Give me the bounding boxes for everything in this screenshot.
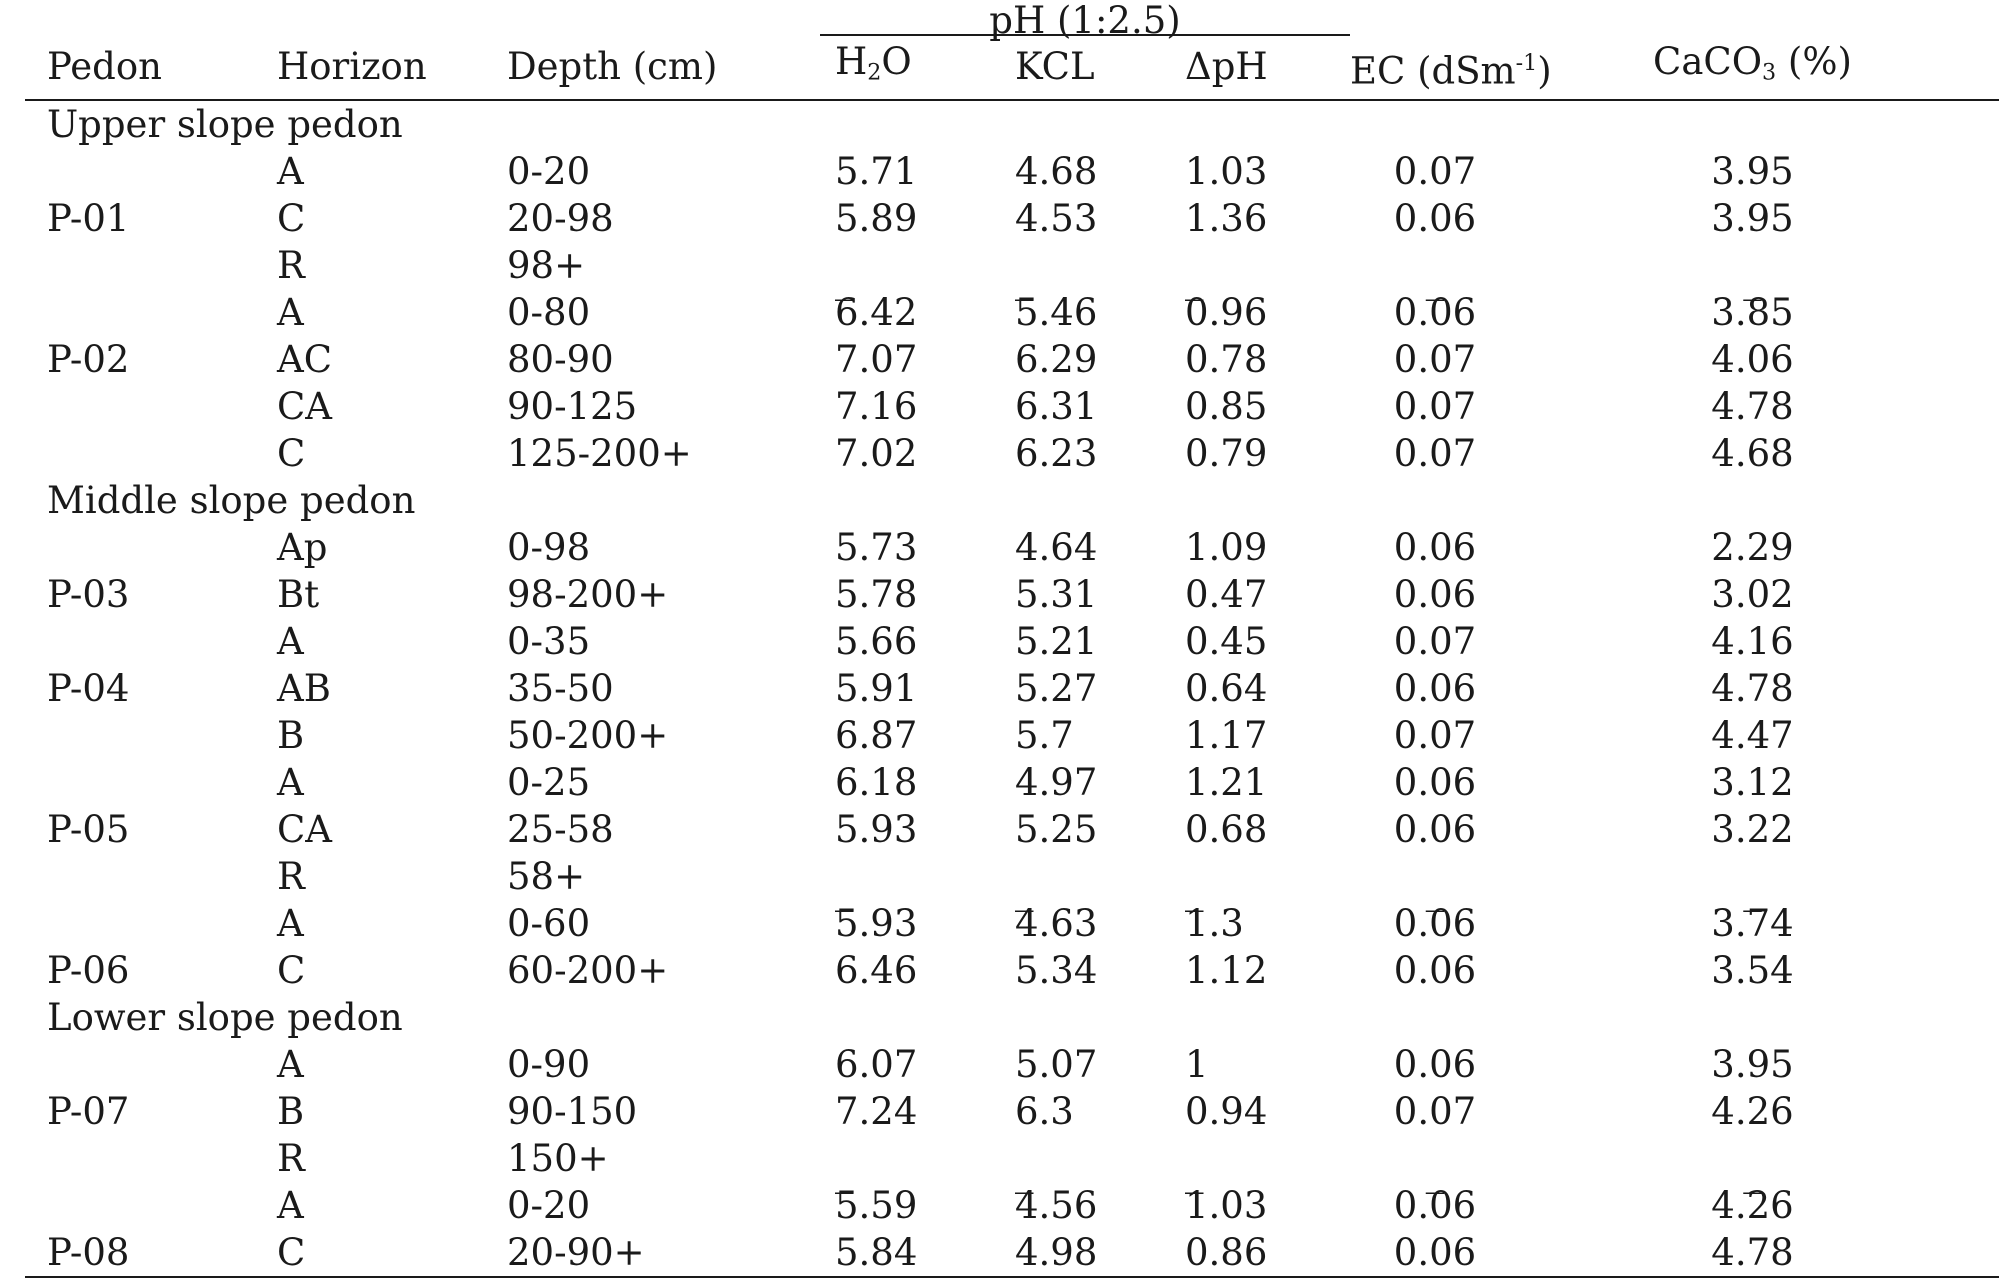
table-row bbox=[25, 242, 1999, 289]
cell-delta-ph: 0.86 bbox=[1170, 1229, 1350, 1277]
cell-ec: 0.06 bbox=[1393, 196, 1477, 240]
header-spacer bbox=[25, 0, 255, 35]
cell-delta-ph: 0.45 bbox=[1185, 619, 1268, 663]
cell-delta-ph: 0.78 bbox=[1185, 337, 1268, 381]
cell-ph-kcl: 5.21 bbox=[1015, 619, 1098, 663]
cell-horizon: B bbox=[277, 1089, 305, 1133]
cell-pedon: P-02 bbox=[47, 337, 130, 381]
cell-caco3: 3.74 bbox=[1711, 901, 1794, 945]
table-row bbox=[25, 853, 1999, 900]
cell-depth: 98-200+ bbox=[507, 572, 669, 616]
cell-horizon: Bt bbox=[277, 572, 320, 616]
missing-value-dash: _ bbox=[1015, 1150, 1034, 1194]
cell-ph-kcl bbox=[1000, 1135, 1170, 1194]
missing-value-dash: _ bbox=[835, 868, 854, 912]
ph-group-header bbox=[820, 0, 1350, 42]
table-row bbox=[25, 1041, 1999, 1088]
cell-ec: 0.06 bbox=[1393, 807, 1477, 851]
table-row bbox=[25, 571, 1999, 618]
cell-delta-ph: 1.03 bbox=[1185, 149, 1268, 193]
cell-ph-kcl: 6.29 bbox=[1015, 337, 1098, 381]
header-caco3-sub: 3 bbox=[1762, 59, 1777, 86]
missing-value-dash: _ bbox=[835, 1150, 854, 1194]
table-row bbox=[25, 336, 1999, 383]
cell-pedon: P-05 bbox=[47, 807, 130, 851]
cell-depth: 20-98 bbox=[507, 196, 614, 240]
section-row bbox=[25, 994, 1999, 1041]
cell-ph-h2o: 5.93 bbox=[835, 807, 918, 851]
missing-value-dash: _ bbox=[1425, 257, 1445, 301]
cell-delta-ph: 1.21 bbox=[1185, 760, 1268, 804]
header-h2o bbox=[820, 35, 1000, 100]
cell-horizon: AC bbox=[277, 337, 333, 381]
cell-ph-h2o: 5.73 bbox=[835, 525, 918, 569]
cell-delta-ph: 1.3 bbox=[1185, 901, 1244, 945]
cell-ec: 0.07 bbox=[1393, 149, 1477, 193]
cell-pedon bbox=[25, 430, 255, 477]
cell-horizon: A bbox=[277, 149, 304, 193]
cell-pedon bbox=[25, 289, 255, 336]
cell-ph-h2o: 5.93 bbox=[835, 901, 918, 945]
header-group-row bbox=[25, 0, 1999, 35]
header-spacer bbox=[1580, 0, 1999, 35]
cell-depth: 20-90+ bbox=[485, 1229, 820, 1277]
cell-pedon bbox=[25, 1041, 255, 1088]
cell-caco3: 4.26 bbox=[1711, 1183, 1794, 1227]
table-row bbox=[25, 759, 1999, 806]
cell-ph-kcl: 5.34 bbox=[1015, 948, 1098, 992]
cell-depth: 0-20 bbox=[507, 1183, 591, 1227]
cell-delta-ph: 1.03 bbox=[1185, 1183, 1268, 1227]
cell-ph-h2o: 7.02 bbox=[835, 431, 918, 475]
cell-depth: 0-98 bbox=[507, 525, 591, 569]
cell-ph-kcl: 6.31 bbox=[1015, 384, 1098, 428]
cell-delta-ph bbox=[1170, 242, 1350, 301]
cell-horizon: A bbox=[277, 619, 304, 663]
cell-pedon bbox=[25, 148, 255, 195]
header-pedon: Pedon bbox=[25, 35, 255, 100]
cell-horizon: CA bbox=[277, 807, 333, 851]
cell-horizon: C bbox=[277, 196, 306, 240]
table-row bbox=[25, 900, 1999, 947]
cell-ph-kcl: 5.27 bbox=[1015, 666, 1098, 710]
table-row bbox=[25, 806, 1999, 853]
cell-horizon: CA bbox=[277, 384, 333, 428]
cell-ph-kcl: 5.07 bbox=[1015, 1042, 1098, 1086]
cell-ec: 0.07 bbox=[1393, 1089, 1477, 1133]
table-row bbox=[25, 289, 1999, 336]
cell-pedon bbox=[25, 618, 255, 665]
missing-value-dash: _ bbox=[1743, 1150, 1762, 1194]
cell-ec: 0.07 bbox=[1393, 384, 1477, 428]
cell-ph-kcl: 4.53 bbox=[1015, 196, 1098, 240]
cell-delta-ph bbox=[1170, 1135, 1350, 1194]
cell-pedon bbox=[25, 242, 255, 289]
cell-depth: 25-58 bbox=[507, 807, 614, 851]
cell-depth: 0-35 bbox=[507, 619, 591, 663]
cell-horizon: R bbox=[277, 854, 305, 898]
cell-ph-h2o: 7.16 bbox=[835, 384, 918, 428]
cell-pedon bbox=[25, 383, 255, 430]
cell-depth: 0-90 bbox=[507, 1042, 591, 1086]
cell-depth: 0-60 bbox=[507, 901, 591, 945]
cell-ph-kcl: 4.64 bbox=[1015, 525, 1098, 569]
cell-ph-h2o: 5.71 bbox=[835, 149, 918, 193]
header-caco3-end: (%) bbox=[1776, 39, 1852, 83]
table-row bbox=[25, 195, 1999, 242]
cell-ec: 0.06 bbox=[1393, 666, 1477, 710]
table-row bbox=[25, 148, 1999, 195]
missing-value-dash: _ bbox=[1185, 257, 1204, 301]
cell-caco3: 3.95 bbox=[1711, 1042, 1794, 1086]
cell-ph-h2o: 5.59 bbox=[835, 1183, 918, 1227]
table-header bbox=[25, 0, 1999, 100]
cell-caco3: 3.95 bbox=[1711, 196, 1794, 240]
cell-horizon: A bbox=[277, 1183, 304, 1227]
cell-delta-ph: 0.47 bbox=[1185, 572, 1268, 616]
cell-ec: 0.06 bbox=[1393, 948, 1477, 992]
header-horizon: Horizon bbox=[255, 35, 485, 100]
section-label: Middle slope pedon bbox=[47, 478, 416, 522]
table-row bbox=[25, 430, 1999, 477]
cell-ec bbox=[1350, 853, 1580, 912]
cell-horizon: R bbox=[277, 1136, 305, 1180]
cell-ec: 0.06 bbox=[1393, 901, 1477, 945]
cell-caco3: 4.47 bbox=[1711, 713, 1794, 757]
cell-pedon bbox=[25, 853, 255, 900]
header-ec-sup: -1 bbox=[1515, 49, 1538, 76]
cell-ec: 0.06 bbox=[1393, 1042, 1477, 1086]
cell-horizon: AB bbox=[277, 666, 331, 710]
header-spacer bbox=[255, 0, 485, 35]
cell-depth: 58+ bbox=[507, 854, 586, 898]
cell-pedon bbox=[25, 712, 255, 759]
header-ec-end: ) bbox=[1537, 48, 1552, 92]
cell-depth: 0-20 bbox=[507, 149, 591, 193]
table-body bbox=[25, 100, 1999, 1277]
cell-horizon: C bbox=[255, 1229, 485, 1277]
table-row bbox=[25, 1088, 1999, 1135]
missing-value-dash: _ bbox=[1743, 257, 1762, 301]
cell-ph-h2o: 5.66 bbox=[835, 619, 918, 663]
table-row bbox=[25, 618, 1999, 665]
cell-ph-kcl: 4.68 bbox=[1015, 149, 1098, 193]
cell-ph-kcl: 5.46 bbox=[1015, 290, 1098, 334]
cell-ph-h2o: 5.89 bbox=[835, 196, 918, 240]
table-row bbox=[25, 1182, 1999, 1229]
header-spacer bbox=[1350, 0, 1580, 35]
cell-caco3: 3.85 bbox=[1711, 290, 1794, 334]
cell-caco3: 4.06 bbox=[1711, 337, 1794, 381]
cell-caco3: 3.02 bbox=[1711, 572, 1794, 616]
cell-ph-kcl: 4.97 bbox=[1015, 760, 1098, 804]
cell-caco3: 4.78 bbox=[1580, 1229, 1999, 1277]
soil-properties-table bbox=[25, 0, 1999, 1278]
cell-ph-h2o bbox=[820, 1135, 1000, 1194]
cell-delta-ph: 0.64 bbox=[1185, 666, 1268, 710]
header-caco3-main: CaCO bbox=[1653, 39, 1763, 83]
cell-ec: 0.06 bbox=[1350, 1229, 1580, 1277]
cell-pedon bbox=[25, 1182, 255, 1229]
cell-delta-ph: 1.36 bbox=[1185, 196, 1268, 240]
cell-depth: 90-150 bbox=[507, 1089, 638, 1133]
cell-horizon: Ap bbox=[277, 525, 328, 569]
cell-pedon bbox=[25, 759, 255, 806]
cell-delta-ph: 0.85 bbox=[1185, 384, 1268, 428]
header-dph: ΔpH bbox=[1170, 35, 1350, 100]
cell-pedon: P-06 bbox=[47, 948, 130, 992]
cell-caco3: 3.22 bbox=[1711, 807, 1794, 851]
header-h2o-end: O bbox=[881, 40, 912, 83]
cell-depth: 80-90 bbox=[507, 337, 614, 381]
cell-delta-ph: 0.94 bbox=[1185, 1089, 1268, 1133]
cell-depth: 50-200+ bbox=[507, 713, 669, 757]
missing-value-dash: _ bbox=[1185, 1150, 1204, 1194]
cell-depth: 35-50 bbox=[507, 666, 614, 710]
cell-caco3: 4.78 bbox=[1711, 666, 1794, 710]
cell-ph-kcl: 5.25 bbox=[1015, 807, 1098, 851]
cell-ph-kcl: 6.23 bbox=[1015, 431, 1098, 475]
cell-caco3: 2.29 bbox=[1711, 525, 1794, 569]
cell-depth: 90-125 bbox=[507, 384, 638, 428]
cell-caco3: 4.68 bbox=[1711, 431, 1794, 475]
ph-group-label: pH (1:2.5) bbox=[989, 0, 1181, 42]
cell-ec: 0.06 bbox=[1393, 760, 1477, 804]
cell-depth: 0-25 bbox=[507, 760, 591, 804]
cell-horizon: A bbox=[277, 760, 304, 804]
cell-pedon: P-08 bbox=[25, 1229, 255, 1277]
header-ec-main: EC (dSm bbox=[1350, 48, 1516, 92]
cell-caco3 bbox=[1580, 853, 1999, 912]
cell-ph-kcl bbox=[1000, 242, 1170, 301]
cell-ec: 0.07 bbox=[1393, 337, 1477, 381]
cell-ph-h2o: 6.87 bbox=[835, 713, 918, 757]
cell-pedon bbox=[25, 524, 255, 571]
section-row bbox=[25, 100, 1999, 148]
cell-depth: 98+ bbox=[507, 243, 586, 287]
section-label: Lower slope pedon bbox=[47, 995, 403, 1039]
header-spacer bbox=[485, 0, 820, 35]
table-row bbox=[25, 1135, 1999, 1182]
cell-caco3: 4.16 bbox=[1711, 619, 1794, 663]
cell-ph-h2o: 6.46 bbox=[835, 948, 918, 992]
missing-value-dash: _ bbox=[1015, 868, 1034, 912]
header-kcl: KCL bbox=[1000, 35, 1170, 100]
missing-value-dash: _ bbox=[1425, 868, 1445, 912]
header-caco3 bbox=[1580, 35, 1999, 100]
cell-delta-ph: 1 bbox=[1185, 1042, 1209, 1086]
cell-caco3 bbox=[1580, 1135, 1999, 1194]
cell-caco3: 3.95 bbox=[1711, 149, 1794, 193]
cell-ph-h2o: 5.91 bbox=[835, 666, 918, 710]
cell-ec: 0.06 bbox=[1393, 525, 1477, 569]
header-h2o-sub: 2 bbox=[867, 59, 882, 86]
cell-delta-ph: 0.96 bbox=[1185, 290, 1268, 334]
cell-horizon: B bbox=[277, 713, 305, 757]
cell-ec bbox=[1350, 1135, 1580, 1194]
cell-delta-ph: 1.17 bbox=[1185, 713, 1268, 757]
cell-ph-h2o bbox=[820, 853, 1000, 912]
cell-delta-ph: 1.12 bbox=[1185, 948, 1268, 992]
cell-ec bbox=[1350, 242, 1580, 301]
cell-pedon bbox=[25, 1135, 255, 1182]
table-row bbox=[25, 947, 1999, 994]
cell-ph-kcl: 5.7 bbox=[1015, 713, 1074, 757]
missing-value-dash: _ bbox=[1743, 868, 1762, 912]
section-row bbox=[25, 477, 1999, 524]
cell-caco3: 4.78 bbox=[1711, 384, 1794, 428]
cell-ec: 0.06 bbox=[1393, 290, 1477, 334]
cell-delta-ph: 1.09 bbox=[1185, 525, 1268, 569]
header-column-row bbox=[25, 35, 1999, 100]
header-depth: Depth (cm) bbox=[485, 35, 820, 100]
cell-delta-ph: 0.68 bbox=[1185, 807, 1268, 851]
cell-ph-h2o: 6.18 bbox=[835, 760, 918, 804]
cell-ph-h2o: 6.42 bbox=[835, 290, 918, 334]
missing-value-dash: _ bbox=[835, 257, 854, 301]
cell-ph-h2o bbox=[820, 242, 1000, 301]
header-ec bbox=[1350, 35, 1580, 100]
cell-caco3 bbox=[1580, 242, 1999, 301]
cell-horizon: C bbox=[277, 948, 306, 992]
missing-value-dash: _ bbox=[1015, 257, 1034, 301]
cell-ph-h2o: 5.78 bbox=[835, 572, 918, 616]
cell-ec: 0.07 bbox=[1393, 431, 1477, 475]
cell-ph-h2o: 5.84 bbox=[820, 1229, 1000, 1277]
cell-caco3: 4.26 bbox=[1711, 1089, 1794, 1133]
cell-ph-kcl: 5.31 bbox=[1015, 572, 1098, 616]
cell-ph-h2o: 7.24 bbox=[835, 1089, 918, 1133]
table-row bbox=[25, 712, 1999, 759]
cell-horizon: C bbox=[277, 431, 306, 475]
cell-delta-ph bbox=[1170, 853, 1350, 912]
cell-ph-h2o: 6.07 bbox=[835, 1042, 918, 1086]
cell-ec: 0.06 bbox=[1393, 1183, 1477, 1227]
cell-ec: 0.06 bbox=[1393, 572, 1477, 616]
cell-horizon: A bbox=[277, 1042, 304, 1086]
cell-ph-kcl bbox=[1000, 853, 1170, 912]
cell-ph-kcl: 4.63 bbox=[1015, 901, 1098, 945]
table-row bbox=[25, 665, 1999, 712]
table-row bbox=[25, 1229, 1999, 1277]
cell-depth: 60-200+ bbox=[507, 948, 669, 992]
cell-depth: 125-200+ bbox=[507, 431, 692, 475]
cell-ph-h2o: 7.07 bbox=[835, 337, 918, 381]
cell-horizon: A bbox=[277, 290, 304, 334]
cell-ph-kcl: 4.98 bbox=[1000, 1229, 1170, 1277]
cell-depth: 0-80 bbox=[507, 290, 591, 334]
cell-horizon: R bbox=[277, 243, 305, 287]
cell-horizon: A bbox=[277, 901, 304, 945]
cell-ec: 0.07 bbox=[1393, 713, 1477, 757]
cell-ph-kcl: 4.56 bbox=[1015, 1183, 1098, 1227]
cell-pedon: P-01 bbox=[47, 196, 130, 240]
cell-caco3: 3.12 bbox=[1711, 760, 1794, 804]
cell-ph-kcl: 6.3 bbox=[1015, 1089, 1074, 1133]
section-label: Upper slope pedon bbox=[47, 102, 403, 146]
cell-caco3: 3.54 bbox=[1711, 948, 1794, 992]
header-h2o-main: H bbox=[835, 40, 868, 83]
cell-pedon: P-03 bbox=[47, 572, 130, 616]
cell-pedon: P-07 bbox=[47, 1089, 130, 1133]
cell-pedon bbox=[25, 900, 255, 947]
cell-delta-ph: 0.79 bbox=[1185, 431, 1268, 475]
cell-depth: 150+ bbox=[507, 1136, 609, 1180]
missing-value-dash: _ bbox=[1425, 1150, 1445, 1194]
cell-ec: 0.07 bbox=[1393, 619, 1477, 663]
table-row bbox=[25, 524, 1999, 571]
missing-value-dash: _ bbox=[1185, 868, 1204, 912]
cell-pedon: P-04 bbox=[47, 666, 130, 710]
table-row bbox=[25, 383, 1999, 430]
